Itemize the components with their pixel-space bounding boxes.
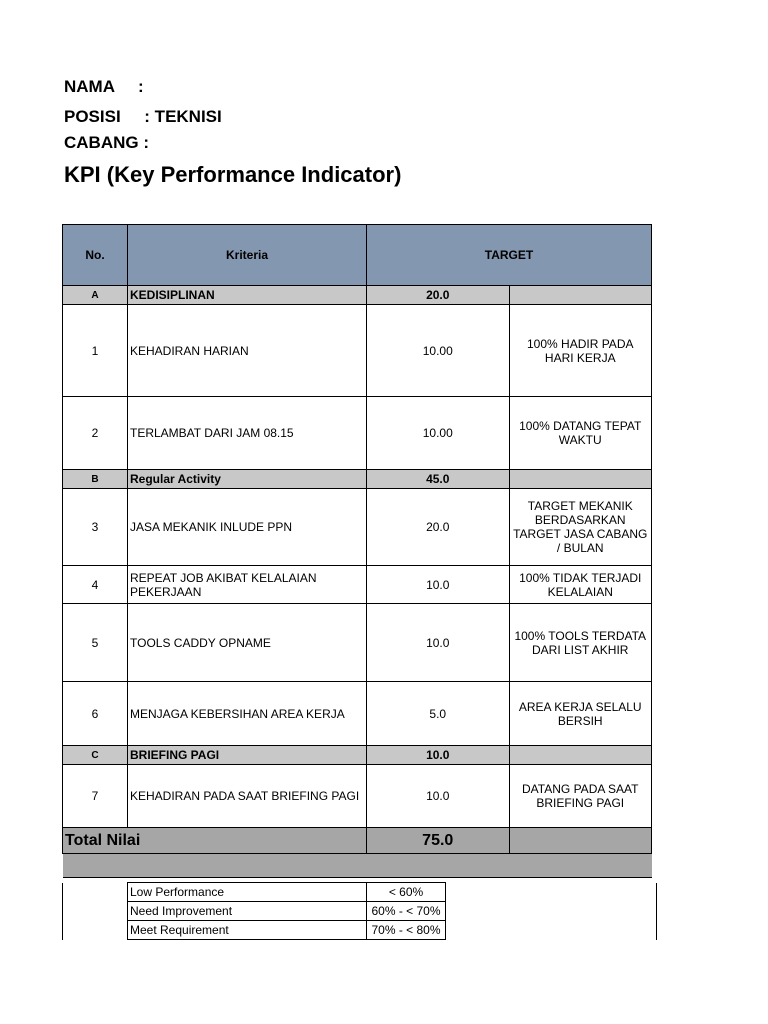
section-weight: 20.0 <box>367 286 510 305</box>
row-no: 1 <box>63 305 128 397</box>
cabang-label: CABANG : <box>64 133 149 152</box>
table-row <box>63 305 652 397</box>
perf-label: Meet Requirement <box>128 921 367 940</box>
perf-spacer <box>63 921 128 940</box>
table-row <box>63 566 652 604</box>
table-header-row <box>63 225 652 286</box>
section-row <box>63 746 652 765</box>
total-value: 75.0 <box>367 828 510 854</box>
table-row <box>63 604 652 682</box>
row-target: 100% TOOLS TERDATA DARI LIST AKHIR <box>509 604 652 682</box>
row-kriteria: KEHADIRAN HARIAN <box>128 305 367 397</box>
row-target: 100% HADIR PADA HARI KERJA <box>509 305 652 397</box>
perf-spacer <box>63 902 128 921</box>
row-weight: 10.00 <box>367 397 510 470</box>
nama-label: NAMA : <box>64 77 144 96</box>
row-weight: 5.0 <box>367 682 510 746</box>
performance-row <box>63 921 657 940</box>
row-weight: 10.0 <box>367 765 510 828</box>
section-name: Regular Activity <box>128 470 367 489</box>
row-no: 7 <box>63 765 128 828</box>
row-kriteria: KEHADIRAN PADA SAAT BRIEFING PAGI <box>128 765 367 828</box>
perf-empty <box>446 883 657 902</box>
table-row <box>63 397 652 470</box>
table-row <box>63 489 652 566</box>
row-target: 100% DATANG TEPAT WAKTU <box>509 397 652 470</box>
perf-spacer <box>63 883 128 902</box>
row-kriteria: MENJAGA KEBERSIHAN AREA KERJA <box>128 682 367 746</box>
table-row <box>63 682 652 746</box>
total-target-empty <box>509 828 652 854</box>
perf-label: Need Improvement <box>128 902 367 921</box>
perf-empty <box>446 902 657 921</box>
row-weight: 10.0 <box>367 604 510 682</box>
performance-row <box>63 883 657 902</box>
perf-label: Low Performance <box>128 883 367 902</box>
row-weight: 10.00 <box>367 305 510 397</box>
row-no: 5 <box>63 604 128 682</box>
section-name: BRIEFING PAGI <box>128 746 367 765</box>
row-target: 100% TIDAK TERJADI KELALAIAN <box>509 566 652 604</box>
section-target-empty <box>509 286 652 305</box>
col-header-kriteria: Kriteria <box>128 225 367 286</box>
perf-empty <box>446 921 657 940</box>
section-target-empty <box>509 470 652 489</box>
row-target: TARGET MEKANIK BERDASARKAN TARGET JASA CABANG / BULAN <box>509 489 652 566</box>
section-code: B <box>63 470 128 489</box>
section-row <box>63 286 652 305</box>
row-no: 2 <box>63 397 128 470</box>
kpi-table <box>62 224 652 878</box>
row-target: AREA KERJA SELALU BERSIH <box>509 682 652 746</box>
row-kriteria: TOOLS CADDY OPNAME <box>128 604 367 682</box>
section-row <box>63 470 652 489</box>
section-weight: 45.0 <box>367 470 510 489</box>
section-code: A <box>63 286 128 305</box>
row-no: 3 <box>63 489 128 566</box>
section-target-empty <box>509 746 652 765</box>
row-kriteria: JASA MEKANIK INLUDE PPN <box>128 489 367 566</box>
perf-range: < 60% <box>367 883 446 902</box>
col-header-target: TARGET <box>367 225 652 286</box>
total-row <box>63 828 652 854</box>
col-header-no: No. <box>63 225 128 286</box>
row-weight: 20.0 <box>367 489 510 566</box>
section-code: C <box>63 746 128 765</box>
section-weight: 10.0 <box>367 746 510 765</box>
row-target: DATANG PADA SAAT BRIEFING PAGI <box>509 765 652 828</box>
row-no: 4 <box>63 566 128 604</box>
perf-range: 60% - < 70% <box>367 902 446 921</box>
section-name: KEDISIPLINAN <box>128 286 367 305</box>
posisi-label: POSISI : TEKNISI <box>64 107 222 126</box>
row-kriteria: TERLAMBAT DARI JAM 08.15 <box>128 397 367 470</box>
performance-row <box>63 902 657 921</box>
total-label: Total Nilai <box>63 828 367 854</box>
row-weight: 10.0 <box>367 566 510 604</box>
gray-band <box>63 854 652 878</box>
row-no: 6 <box>63 682 128 746</box>
gray-band-row <box>63 854 652 878</box>
row-kriteria: REPEAT JOB AKIBAT KELALAIAN PEKERJAAN <box>128 566 367 604</box>
performance-scale-table <box>62 882 657 940</box>
page-title: KPI (Key Performance Indicator) <box>64 162 402 187</box>
perf-range: 70% - < 80% <box>367 921 446 940</box>
table-row <box>63 765 652 828</box>
